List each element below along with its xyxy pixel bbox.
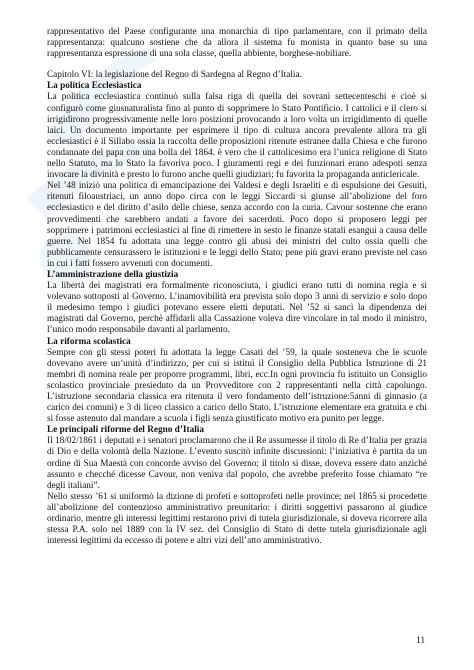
section-heading: La riforma scolastica [47, 336, 131, 347]
body-paragraph: Nello stesso ’61 si uniformò la dizione di profeti e sottoprofeti nelle province; nel 1865 si procedette all’abolizione del contenzioso amministrativo preunitario: i diritti soggettivi passarono al giudice ordinario, mentre gli interessi legittimi restarono privi di tutela giurisdizionale, si doveva ricorrere alla stessa P.A. solo nel 1889 con la IV sez. del Consiglio di Stato di dette tutela giurisdizionale agli interessi legittimi da eccesso di potere e altri vizi dell’atto amministrativo. [47, 491, 427, 547]
body-paragraph: Nel ’48 iniziò una politica di emancipazione dei Valdesi e degli Israeliti e di espulsione dei Gesuiti, ritenuti filoaustriaci, un anno dopo circa con le leggi Siccardi si giunse all’abolizione del foro ecclesiastico e del diritto d’asilo delle chiese, senza accordo con la curia. Cavour sostenne che erano provvedimenti che sarebbero andati a favore dei sacerdoti. Poco dopo si proposero leggi per sopprimere i patrimoni ecclesiastici al fine di rimettere in sesto le finanze statali esangui a causa delle guerre. Nel 1854 fu adottata una legge contro gli abusi dei ministri del culto ossia quelli che pubblicamente censurassero le istituzioni e le leggi dello Stato; pene più gravi erano previste nel caso in cui i fatti fossero avvenuti con documenti. [47, 181, 427, 269]
body-paragraph: La politica ecclesiastica continuò sulla falsa riga di quella dei sovrani settecenteschi e cioè si configurò come giusnaturalista fino al punto di sopprimere lo Stato Pontificio. I cattolici e il clero si irrigidirono progressivamente nelle loro posizioni provocando a loro volta un irrigidimento di quelle laici. Un documento importante per esprimere il tipo di cultura ancora prevalente allora tra gli ecclesiastici è il Sillabo ossia la raccolta delle proposizioni ritenute estranee dalla Chiesa e che furono condannate del papa con una bolla del 1864. è vero che il cattolicesimo era l’unica religione di Stato nello Statuto, ma lo Stato la favoriva poco. I giuramenti regi e dei funzionari erano adespoti senza invocare la divinità e presto lo furono anche quelli giudiziari; fu favorita la propaganda anticlericale. [47, 92, 427, 181]
document-page [47, 27, 427, 547]
section-heading: Le principali riforme del Regno d’Italia [47, 425, 204, 436]
section-heading: La politica Ecclesiastica [47, 81, 142, 92]
section-heading: L’amministrazione della giustizia [47, 269, 179, 280]
body-paragraph: La libertà dei magistrati era formalmente riconosciuta, i giudici erano tutti di nomina regia e si volevano sottoposti al Governo. L’inamovibilità era prevista solo dopo 3 anni di servizio e solo dopo il medesimo tempo i giudici potevano essere eletti deputati. Nel ’52 si sancì la dipendenza dei magistrati dal Governo, perchè affidarli alla Cassazione voleva dire vincolare in tal modo il ministro, l’unico modo responsabile davanti al parlamento. [47, 281, 427, 336]
body-paragraph: Capitolo VI: la legislazione del Regno di Sardegna al Regno d’Italia. [47, 70, 302, 81]
body-paragraph: Sempre con gli stessi poteri fu adottata la legge Casati del ’59, la quale sosteneva che le scuole dovevano avere un’unità d’indirizzo, per cui si istituì il Consiglio della Pubblica Istruzione di 21 membri di nomina reale per proporre programmi, libri, ecc.In ogni provincia fu istituito un Consiglio scolastico provinciale presieduto da un Provveditore con 2 rappresentanti nella città capoluogo. L’istruzione secondaria classica era ritenuta il vero fondamento dell’istruzione:5anni di ginnasio (a carico dei comuni) e 3 di liceo classico a carico dello Stato. L’istruzione elementare era gratuita e chi si fosse astenuto dal mandare a scuola i figli senza giustificato motivo era punito per legge. [47, 347, 427, 425]
body-paragraph: rappresentativo del Paese configurante una monarchia di tipo parlamentare, con il primato della rappresentanza: qualcuno sostiene che da allora il sistema fu monista in quanto base su una rappresentanza espressione di una sola classe, quella abbiente, borghese-nobiliare. [47, 27, 427, 60]
page-number: 11 [416, 636, 426, 646]
body-paragraph: Il 18/02/1861 i deputati e i senatori proclamarono che il Re assumesse il titolo di Re d’Italia per grazia di Dio e della volontà della Nazione. L’evento suscitò infinite discussioni: l’iniziativa è partita da un ordine di Sua Maestà con concorde avviso del Governo; il titolo si disse, doveva essere dato anziché assunto e checché dicesse Cavour, non veniva dal popolo, che avrebbe preferito fosse chiamato “re degli italiani”. [47, 436, 427, 491]
